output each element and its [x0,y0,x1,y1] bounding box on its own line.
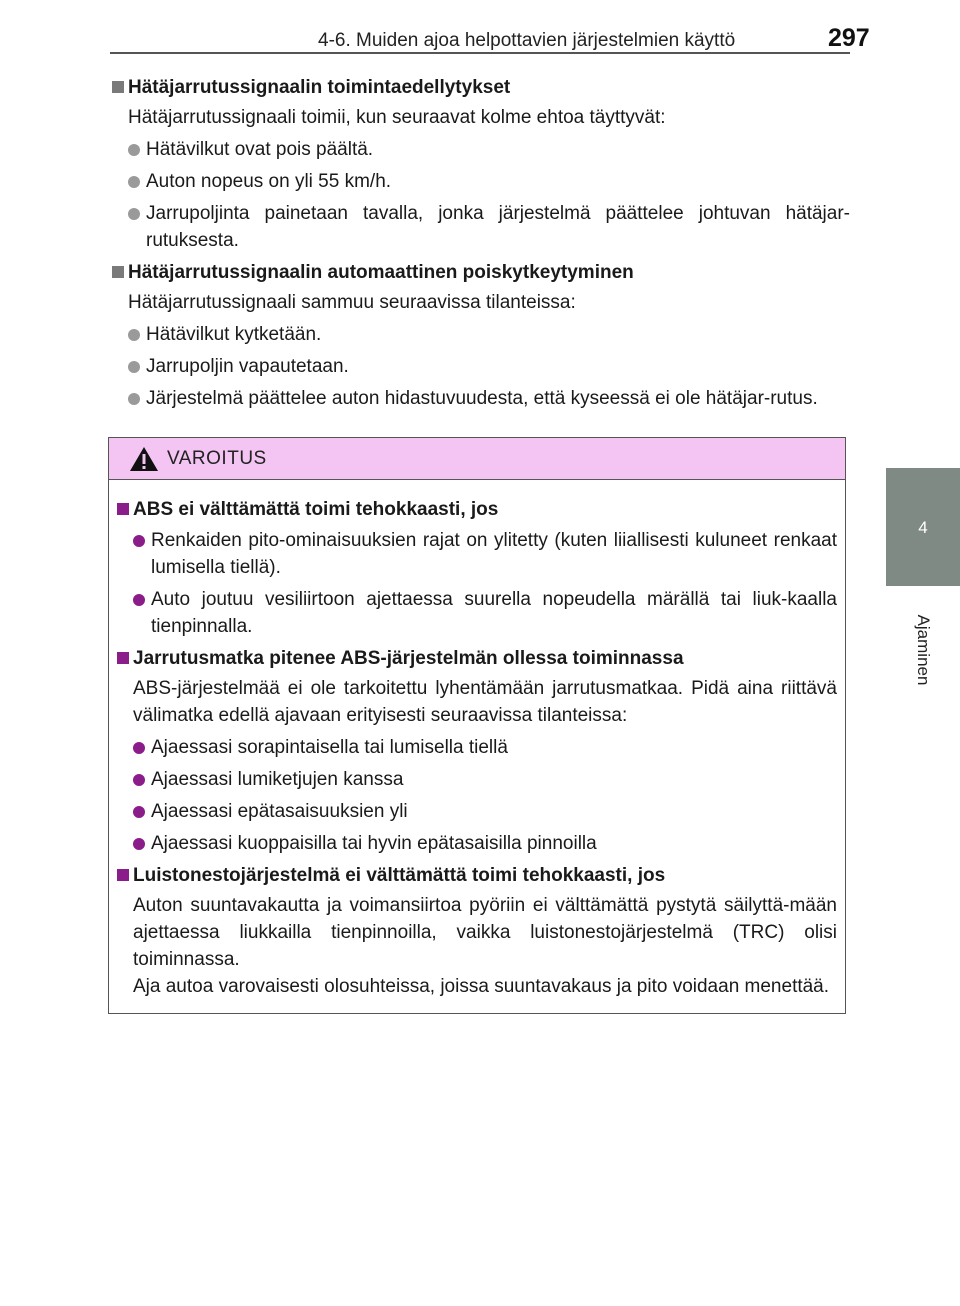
round-bullet-icon [133,594,145,606]
section-heading-text: Hätäjarrutussignaalin automaattinen poiskytkeytyminen [128,262,634,283]
main-content [110,74,850,417]
round-bullet-icon [128,208,140,220]
warning-body [109,480,845,1000]
warning-heading: Luistonestojärjestelmä ei välttämättä toimi tehokkaasti, jos [115,862,837,889]
section-intro: Hätäjarrutussignaali toimii, kun seuraavat kolme ehtoa täyttyvät: [128,107,666,128]
section-intro: Hätäjarrutussignaali sammuu seuraavissa tilanteissa: [128,292,576,313]
square-bullet-icon [117,503,129,515]
square-bullet-icon [117,652,129,664]
square-bullet-icon [112,266,124,278]
chapter-label: Ajaminen [914,614,933,686]
round-bullet-icon [133,838,145,850]
list-item: Hätävilkut kytketään. [110,321,850,348]
warning-box [108,437,846,1014]
list-item: Järjestelmä päättelee auton hidastuvuudesta, että kyseessä ei ole hätäjar-rutus. [110,385,850,412]
square-bullet-icon [117,869,129,881]
list-item: Auton nopeus on yli 55 km/h. [110,168,850,195]
round-bullet-icon [133,774,145,786]
round-bullet-icon [128,329,140,341]
list-item: Ajaessasi lumiketjujen kanssa [115,766,837,793]
list-item: Jarrupoljin vapautetaan. [110,353,850,380]
square-bullet-icon [112,81,124,93]
section-heading [110,74,850,101]
chapter-tab [886,468,960,586]
chapter-side-label [886,590,960,710]
list-item: Hätävilkut ovat pois päältä. [110,136,850,163]
page-number: 297 [828,24,870,52]
section-heading [110,259,850,286]
warning-heading: ABS ei välttämättä toimi tehokkaasti, jos [115,496,837,523]
list-item: Ajaessasi epätasaisuuksien yli [115,798,837,825]
section-heading-text: Hätäjarrutussignaalin toimintaedellytykset [128,77,511,98]
list-item: Renkaiden pito-ominaisuuksien rajat on ylitetty (kuten liiallisesti kuluneet renkaat lumisella tiellä). [115,527,837,581]
chapter-title: 4-6. Muiden ajoa helpottavien järjestelmien käyttö [318,30,736,51]
chapter-number: 4 [918,518,928,537]
list-item: Jarrupoljinta painetaan tavalla, jonka järjestelmä päättelee johtuvan hätäjar-rutuksesta. [110,200,850,254]
round-bullet-icon [128,176,140,188]
list-item: Ajaessasi sorapintaisella tai lumisella tiellä [115,734,837,761]
warning-triangle-icon [129,446,159,472]
warning-paragraph: ABS-järjestelmää ei ole tarkoitettu lyhentämään jarrutusmatkaa. Pidä aina riittävä välimatka edellä ajavaan erityisesti seuraavissa tilanteissa: [133,678,837,726]
warning-title: VAROITUS [167,448,267,469]
round-bullet-icon [128,144,140,156]
round-bullet-icon [133,535,145,547]
round-bullet-icon [133,806,145,818]
list-item: Ajaessasi kuoppaisilla tai hyvin epätasaisilla pinnoilla [115,830,837,857]
round-bullet-icon [128,393,140,405]
warning-paragraph: Auton suuntavakautta ja voimansiirtoa pyöriin ei välttämättä pystytä säilyttä-mään ajettaessa liukkailla tienpinnoilla, vaikka luistonestojärjestelmä (TRC) olisi toiminnassa. Aja autoa varovaisesti olosuhteissa, joissa suuntavakaus ja pito voidaan menettää. [133,895,837,997]
round-bullet-icon [133,742,145,754]
list-item: Auto joutuu vesiliirtoon ajettaessa suurella nopeudella märällä tai liuk-kaalla tienpinnalla. [115,586,837,640]
warning-heading: Jarrutusmatka pitenee ABS-järjestelmän ollessa toiminnassa [115,645,837,672]
round-bullet-icon [128,361,140,373]
header-divider [110,52,850,54]
warning-header [109,438,845,480]
